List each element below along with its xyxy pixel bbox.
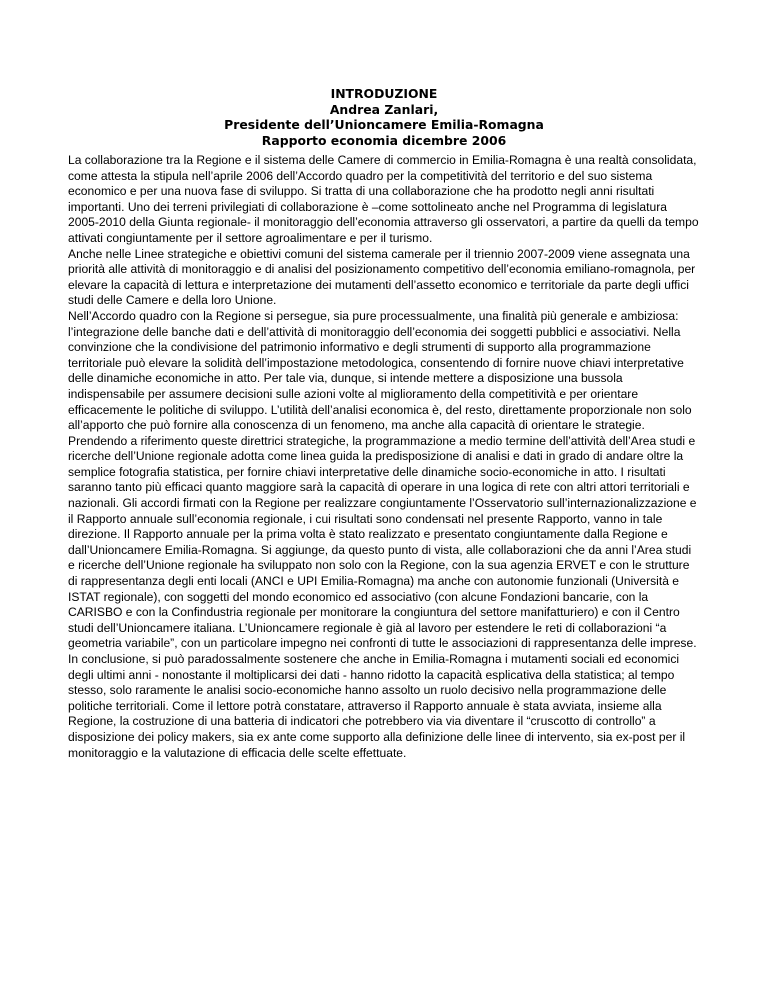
report-title: Rapporto economia dicembre 2006 bbox=[261, 132, 507, 148]
document-body bbox=[68, 153, 700, 761]
section-title: INTRODUZIONE bbox=[330, 86, 438, 101]
author-name: Andrea Zanlari, bbox=[329, 101, 439, 117]
paragraph: Prendendo a riferimento queste direttrici strategiche, la programmazione a medio termine dell’attività dell’Area studi e ricerche dell’Unione regionale adotta come linea guida la predisposizione di analisi e dati in grado di andare oltre la semplice fotografia statistica, per fornire chiavi interpretative delle dinamiche socio-economiche in atto. I risultati saranno tanto più efficaci quanto maggiore sarà la capacità di operare in una logica di rete con altri attori territoriali e nazionali. Gli accordi firmati con la Regione per realizzare congiuntamente l’Osservatorio sull’internazionalizzazione e il Rapporto annuale sull’economia regionale, i cui risultati sono condensati nel presente Rapporto, vanno in tale direzione. Il Rapporto annuale per la prima volta è stato realizzato e presentato congiuntamente dalla Regione e dall’Unioncamere Emilia-Romagna. Si aggiunge, da questo punto di vista, alle collaborazioni che da anni l’Area studi e ricerche dell’Unione regionale ha sviluppato non solo con la Regione, con la sua agenzia ERVET e con le strutture di rappresentanza degli enti locali (ANCI e UPI Emilia-Romagna) ma anche con autonomie funzionali (Università e ISTAT regionale), con soggetti del mondo economico ed associativo (con alcune Fondazioni bancarie, con la CARISBO e con la Confindustria regionale per monitorare la congiuntura del settore manifatturiero) e con il Centro studi dell’Unioncamere italiana. L’Unioncamere regionale è già al lavoro per estendere le reti di collaborazioni “a geometria variabile”, con un particolare impegno nei confronti di tutte le associazioni di rappresentanza delle imprese. bbox=[68, 433, 697, 651]
author-role: Presidente dell’Unioncamere Emilia-Romagna bbox=[224, 117, 544, 132]
paragraph: In conclusione, si può paradossalmente sostenere che anche in Emilia-Romagna i mutamenti sociali ed economici degli ultimi anni - nonostante il moltiplicarsi dei dati - hanno ridotto la capacità esplicativa della statistica; al tempo stesso, solo raramente le analisi socio-economiche hanno assolto un ruolo decisivo nella programmazione delle politiche territoriali. Come il lettore potrà constatare, attraverso il Rapporto annuale è stata avviata, insieme alla Regione, la costruzione di una batteria di indicatori che potrebbero via via diventare il “cruscotto di controllo” a disposizione dei policy makers, sia ex ante come supporto alla definizione delle linee di intervento, sia ex-post per il monitoraggio e la valutazione di efficacia delle scelte effettuate. bbox=[68, 652, 686, 760]
paragraph: Nell’Accordo quadro con la Regione si persegue, sia pure processualmente, una finalità più generale e ambiziosa: l’integrazione delle banche dati e dell’attività di monitoraggio dell’economia dei soggetti pubblici e associativi. Nella convinzione che la condivisione del patrimonio informativo e degli strumenti di supporto alla programmazione territoriale può elevare la solidità dell’impostazione metodologica, consentendo di fornire nuove chiavi interpretative delle dinamiche economiche in atto. Per tale via, dunque, si intende mettere a disposizione una bussola indispensabile per assumere decisioni sulle azioni volte al miglioramento della competitività e per orientare efficacemente le politiche di sviluppo. L’utilità dell’analisi economica è, del resto, direttamente proporzionale non solo all’apporto che può fornire alla conoscenza di un fenomeno, ma anche alla capacità di orientare le strategie. bbox=[68, 308, 692, 433]
paragraph: Anche nelle Linee strategiche e obiettivi comuni del sistema camerale per il triennio 2007-2009 viene assegnata una priorità alle attività di monitoraggio e di analisi del posizionamento competitivo dell’economia emiliano-romagnola, per elevare la capacità di lettura e interpretazione dei mutamenti dell’assetto economico e territoriale da parte degli uffici studi delle Camere e della loro Unione. bbox=[68, 246, 696, 308]
document-heading bbox=[0, 86, 768, 148]
paragraph: La collaborazione tra la Regione e il sistema delle Camere di commercio in Emilia-Romagna è una realtà consolidata, come attesta la stipula nell’aprile 2006 dell’Accordo quadro per la competitività del territorio e del suo sistema economico e per una nuova fase di sviluppo. Si tratta di una collaborazione che ha prodotto negli anni risultati importanti. Uno dei terreni privilegiati di collaborazione è –come sottolineato anche nel Programma di legislatura 2005-2010 della Giunta regionale- il monitoraggio dell’economia attraverso gli osservatori, a partire da quelli da tempo attivati congiuntamente per il settore agroalimentare e per il turismo. bbox=[68, 153, 699, 245]
